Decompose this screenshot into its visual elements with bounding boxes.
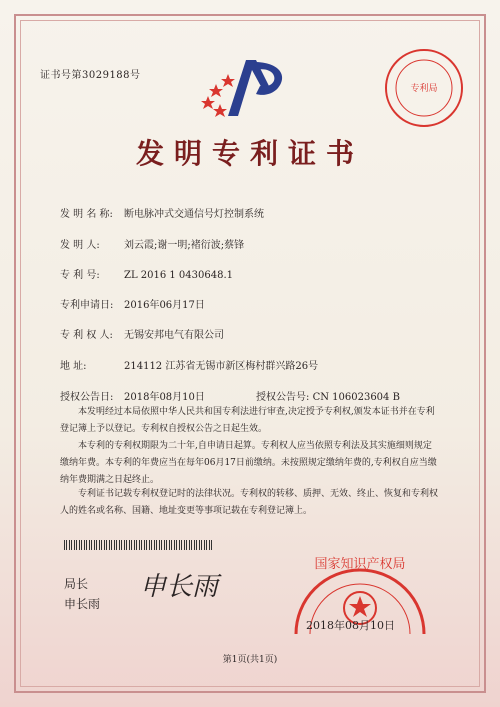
- field-value: 无锡安邦电气有限公司: [124, 330, 224, 341]
- top-right-seal-text: 专利局: [410, 84, 438, 94]
- field-value: 214112 江苏省无锡市新区梅村群兴路26号: [124, 361, 319, 372]
- field-value: 断电脉冲式交通信号灯控制系统: [124, 209, 264, 220]
- field-patent-number: [60, 266, 233, 281]
- field-value: 2018年08月10日: [124, 392, 205, 403]
- page-title: 发明专利证书: [135, 137, 364, 170]
- field-label: 授权公告号:: [256, 392, 310, 403]
- field-value: CN 106023604 B: [312, 392, 400, 403]
- field-value: 刘云霞;谢一明;褚衍波;蔡锋: [124, 240, 245, 251]
- paragraph-3: 专利证书记载专利权登记时的法律状况。专利权的转移、质押、无效、终止、恢复和专利权人的姓名或名称、国籍、地址变更等事项记载在专利登记簿上。: [60, 489, 439, 516]
- barcode: [64, 540, 214, 550]
- field-grant-number: [256, 388, 400, 403]
- certificate-number: 证书号第3029188号: [40, 70, 141, 81]
- field-label: 发 明 人:: [60, 240, 100, 251]
- field-grant-date: [60, 388, 205, 403]
- official-seal-text: 国家知识产权局: [314, 557, 406, 572]
- field-label: 专 利 号:: [60, 270, 100, 281]
- signature-name: 申长雨: [64, 597, 101, 611]
- field-label: 发 明 名 称:: [60, 209, 113, 220]
- field-value: 2016年06月17日: [124, 300, 205, 311]
- field-value: ZL 2016 1 0430648.1: [124, 270, 234, 281]
- handwritten-signature: 申长雨: [140, 572, 219, 602]
- issue-date: 2018年08月10日: [306, 619, 395, 632]
- top-right-seal: [382, 46, 466, 130]
- field-patentee: [60, 326, 224, 341]
- field-application-date: [60, 296, 205, 311]
- patent-office-logo: [198, 52, 302, 120]
- paragraph-2: 本专利的专利权期限为二十年,自申请日起算。专利权人应当依照专利法及其实施细则规定缴纳年费。本专利的年费应当在每年06月17日前缴纳。未按照规定缴纳年费的,专利权自应当缴纳年费期满之日起终止。: [60, 441, 437, 485]
- page-number: 第1页(共1页): [222, 655, 278, 665]
- signature-title: 局长: [64, 577, 89, 591]
- field-label: 地 址:: [60, 361, 87, 372]
- field-address: [60, 357, 318, 372]
- field-invention-name: [60, 205, 264, 220]
- field-inventor: [60, 236, 244, 251]
- paragraph-1: 本发明经过本局依照中华人民共和国专利法进行审查,决定授予专利权,颁发本证书并在专利登记簿上予以登记。专利权自授权公告之日起生效。: [60, 407, 435, 434]
- field-label: 授权公告日:: [60, 392, 114, 403]
- field-label: 专 利 权 人:: [60, 330, 113, 341]
- field-label: 专利申请日:: [60, 300, 114, 311]
